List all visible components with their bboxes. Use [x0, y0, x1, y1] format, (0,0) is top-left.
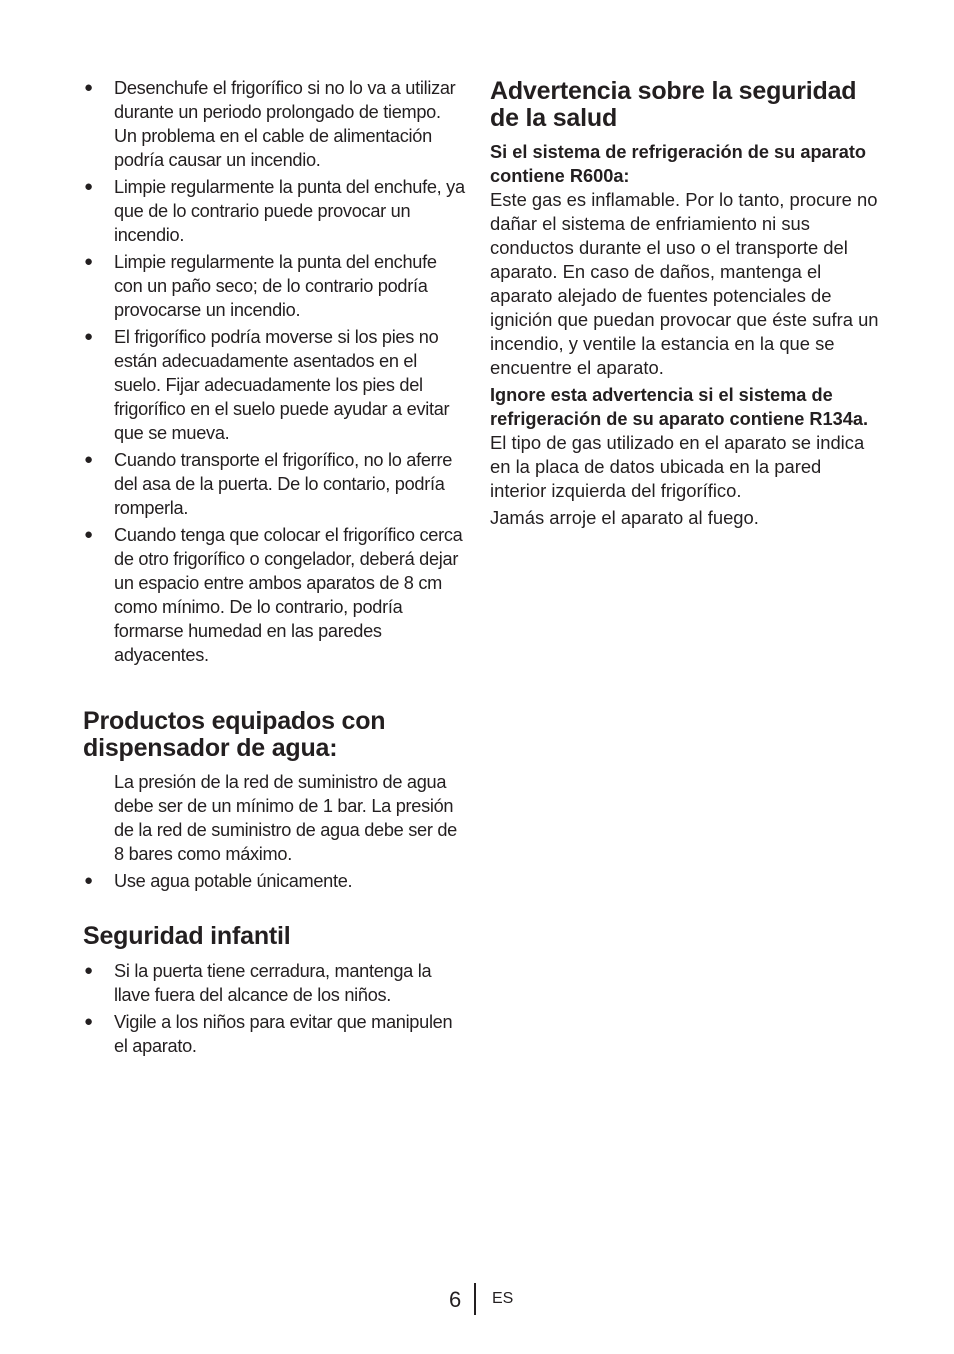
- bullet-icon: ●: [84, 328, 93, 345]
- footer-divider: [474, 1283, 476, 1315]
- bullet-icon: ●: [84, 872, 93, 889]
- bullet-icon: ●: [84, 451, 93, 468]
- left-column: [83, 76, 467, 1061]
- water-pressure-paragraph: La presión de la red de suministro de agua debe ser de un mínimo de 1 bar. La presión de la red de suministro de agua debe ser de 8 bares como máximo.: [114, 772, 458, 864]
- water-dispenser-heading: Productos equipados con dispensador de agua:: [83, 707, 386, 762]
- bullet-icon: ●: [84, 1013, 93, 1030]
- list-item: ● El frigorífico podría moverse si los pies no están adecuadamente asentados en el suelo. Fijar adecuadamente los pies del frigorífico en el suelo puede ayudar a evitar que se mueva.: [84, 327, 450, 443]
- bullet-icon: ●: [84, 253, 93, 270]
- gas-type-paragraph: El tipo de gas utilizado en el aparato se indica en la placa de datos ubicada en la pared interior izquierda del frigorífico.: [490, 432, 865, 501]
- fire-warning-paragraph: Jamás arroje el aparato al fuego.: [490, 507, 759, 528]
- r600a-subheading: Si el sistema de refrigeración de su aparato contiene R600a:: [490, 142, 867, 186]
- child-safety-bullet-list: [83, 959, 467, 1058]
- child-safety-heading: Seguridad infantil: [83, 922, 291, 950]
- bullet-icon: ●: [84, 79, 93, 96]
- health-warning-heading: Advertencia sobre la seguridad de la salud: [490, 77, 857, 132]
- list-item: ● Limpie regularmente la punta del enchufe, ya que de lo contrario puede provocar un incendio.: [84, 177, 465, 245]
- bullet-icon: ●: [84, 962, 93, 979]
- list-item: ● Vigile a los niños para evitar que manipulen el aparato.: [84, 1012, 453, 1056]
- r134a-subheading: Ignore esta advertencia si el sistema de refrigeración de su aparato contiene R134a.: [490, 385, 869, 429]
- right-column: [490, 76, 880, 530]
- bullet-icon: ●: [84, 178, 93, 195]
- list-item: ● Si la puerta tiene cerradura, mantenga la llave fuera del alcance de los niños.: [84, 961, 432, 1005]
- language-code: ES: [492, 1290, 514, 1307]
- page-number: 6: [449, 1287, 462, 1312]
- water-bullet-list: [83, 869, 467, 893]
- list-item: ● Limpie regularmente la punta del enchufe con un paño seco; de lo contrario podría provocarse un incendio.: [84, 252, 437, 320]
- list-item: ● Cuando tenga que colocar el frigorífico cerca de otro frigorífico o congelador, deberá dejar un espacio entre ambos aparatos de 8 cm como mínimo. De lo contrario, podría formarse humedad en las paredes adyacentes.: [84, 525, 463, 665]
- safety-bullet-list: [83, 76, 467, 667]
- list-item: ● Cuando transporte el frigorífico, no lo aferre del asa de la puerta. De lo contario, podría romperla.: [84, 450, 453, 518]
- list-item: ● Desenchufe el frigorífico si no lo va a utilizar durante un periodo prolongado de tiempo. Un problema en el cable de alimentación podría causar un incendio.: [84, 78, 456, 170]
- bullet-icon: ●: [84, 526, 93, 543]
- r600a-paragraph: Este gas es inflamable. Por lo tanto, procure no dañar el sistema de enfriamiento ni sus conductos durante el uso o el transporte del aparato. En caso de daños, mantenga el aparato alejado de fuentes potenciales de ignición que puedan provocar que éste sufra un incendio, y ventile la estancia en la que se encuentre el aparato.: [490, 189, 879, 378]
- list-item: ● Use agua potable únicamente.: [84, 871, 353, 891]
